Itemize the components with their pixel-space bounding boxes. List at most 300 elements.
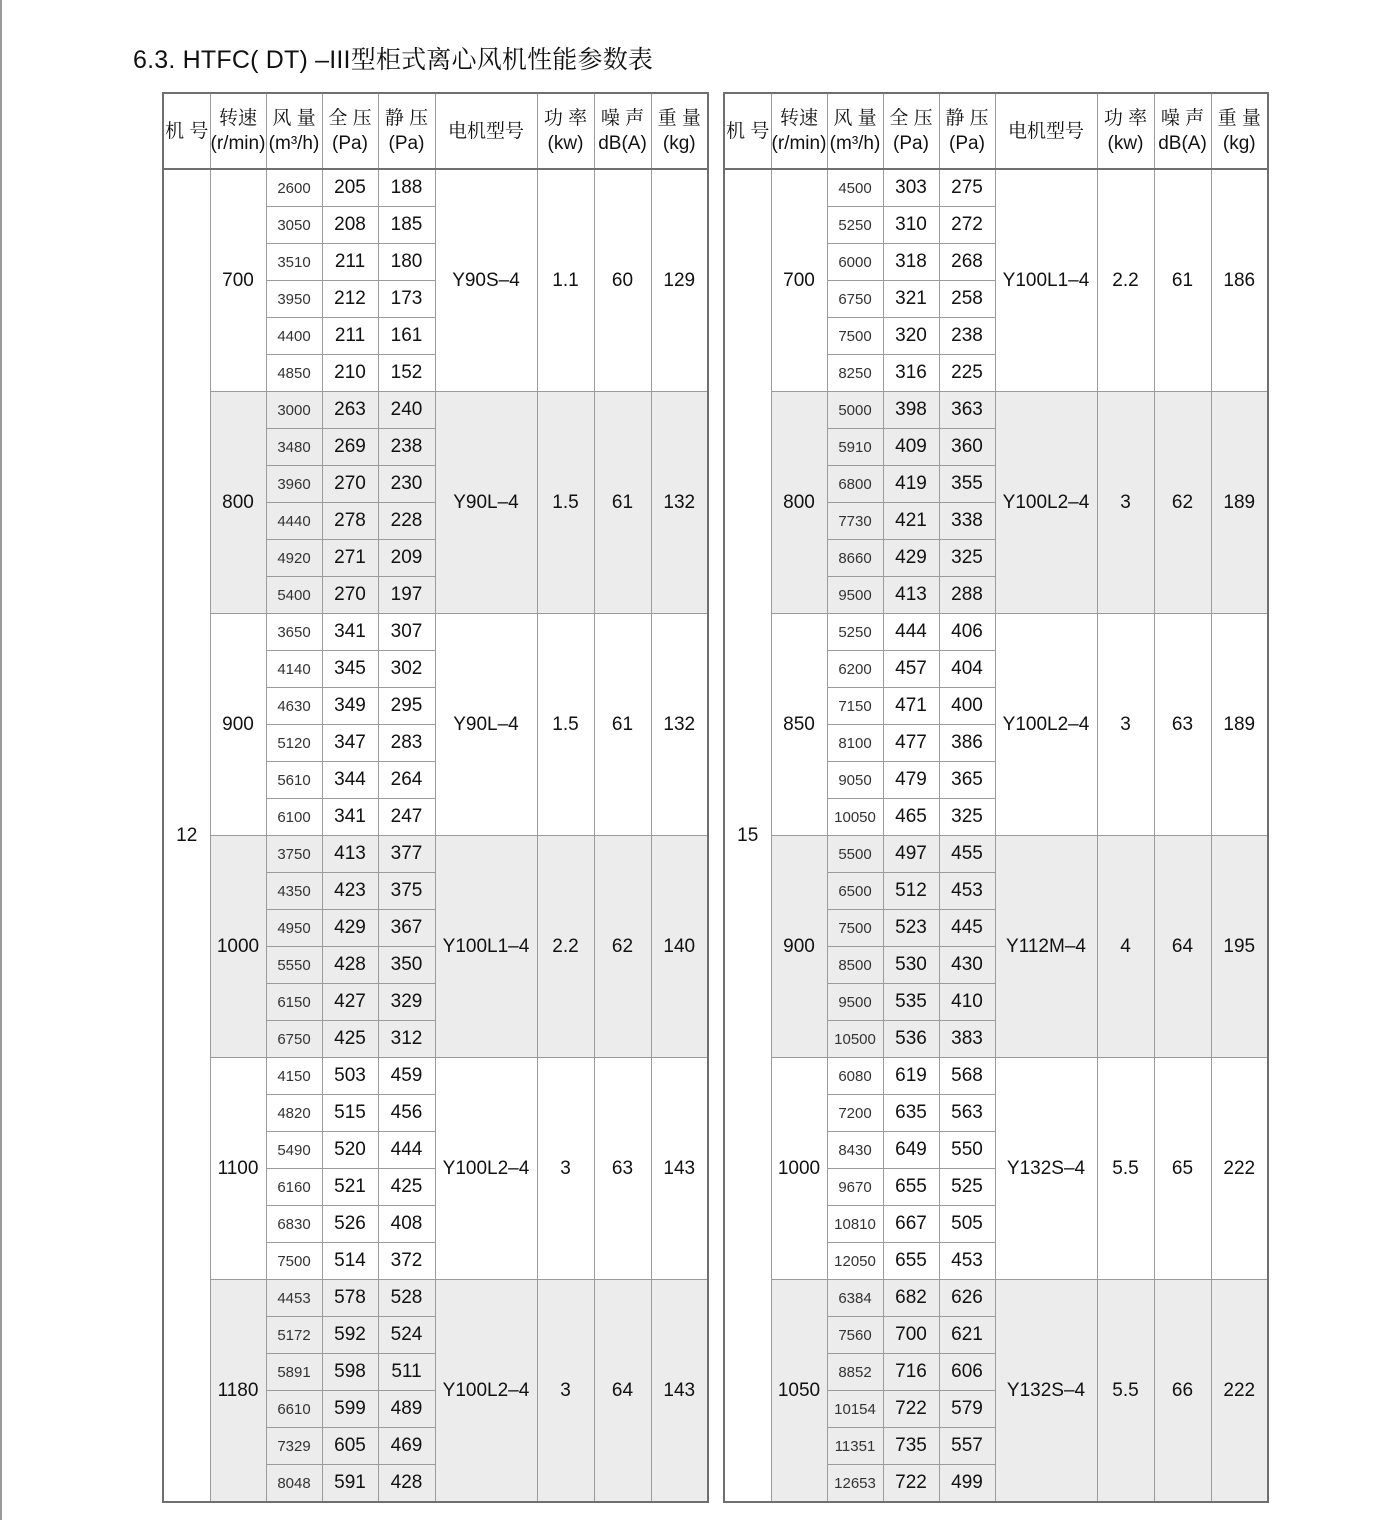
static-pressure-cell: 404	[939, 651, 995, 688]
table-row	[163, 1058, 708, 1095]
total-pressure-cell: 320	[883, 318, 939, 355]
airflow-cell: 9670	[827, 1169, 883, 1206]
static-pressure-cell: 469	[378, 1428, 435, 1465]
performance-table-left	[162, 92, 709, 1503]
col-header-total-pressure: 全 压 (Pa)	[883, 93, 939, 169]
airflow-cell: 6160	[266, 1169, 322, 1206]
total-pressure-cell: 497	[883, 836, 939, 873]
airflow-cell: 3510	[266, 244, 322, 281]
airflow-cell: 8430	[827, 1132, 883, 1169]
total-pressure-cell: 619	[883, 1058, 939, 1095]
performance-table-right	[723, 92, 1269, 1503]
total-pressure-cell: 413	[883, 577, 939, 614]
total-pressure-cell: 667	[883, 1206, 939, 1243]
total-pressure-cell: 465	[883, 799, 939, 836]
col-header-weight: 重 量 (kg)	[1211, 93, 1268, 169]
col-header-static-pressure: 静 压 (Pa)	[378, 93, 435, 169]
weight-cell: 195	[1211, 836, 1268, 1058]
noise-cell: 64	[594, 1280, 651, 1503]
airflow-cell: 5400	[266, 577, 322, 614]
static-pressure-cell: 375	[378, 873, 435, 910]
static-pressure-cell: 240	[378, 392, 435, 429]
total-pressure-cell: 263	[322, 392, 378, 429]
static-pressure-cell: 489	[378, 1391, 435, 1428]
airflow-cell: 4453	[266, 1280, 322, 1317]
total-pressure-cell: 655	[883, 1169, 939, 1206]
total-pressure-cell: 735	[883, 1428, 939, 1465]
total-pressure-cell: 303	[883, 169, 939, 207]
airflow-cell: 4400	[266, 318, 322, 355]
table-row	[724, 169, 1268, 207]
total-pressure-cell: 205	[322, 169, 378, 207]
airflow-cell: 6500	[827, 873, 883, 910]
static-pressure-cell: 455	[939, 836, 995, 873]
airflow-cell: 7150	[827, 688, 883, 725]
table-row	[724, 836, 1268, 873]
airflow-cell: 7500	[827, 910, 883, 947]
static-pressure-cell: 338	[939, 503, 995, 540]
airflow-cell: 12050	[827, 1243, 883, 1280]
total-pressure-cell: 457	[883, 651, 939, 688]
total-pressure-cell: 208	[322, 207, 378, 244]
static-pressure-cell: 406	[939, 614, 995, 651]
total-pressure-cell: 341	[322, 799, 378, 836]
total-pressure-cell: 321	[883, 281, 939, 318]
power-cell: 3	[537, 1058, 594, 1280]
total-pressure-cell: 423	[322, 873, 378, 910]
airflow-cell: 7560	[827, 1317, 883, 1354]
static-pressure-cell: 225	[939, 355, 995, 392]
airflow-cell: 3000	[266, 392, 322, 429]
motor-model-cell: Y90L–4	[435, 614, 537, 836]
motor-model-cell: Y100L2–4	[435, 1280, 537, 1503]
speed-cell: 900	[771, 836, 827, 1058]
airflow-cell: 4140	[266, 651, 322, 688]
static-pressure-cell: 247	[378, 799, 435, 836]
power-cell: 3	[1097, 392, 1154, 614]
total-pressure-cell: 682	[883, 1280, 939, 1317]
motor-model-cell: Y100L1–4	[435, 836, 537, 1058]
airflow-cell: 5500	[827, 836, 883, 873]
airflow-cell: 8660	[827, 540, 883, 577]
airflow-cell: 7730	[827, 503, 883, 540]
airflow-cell: 5120	[266, 725, 322, 762]
airflow-cell: 4350	[266, 873, 322, 910]
speed-cell: 1180	[210, 1280, 266, 1503]
weight-cell: 189	[1211, 614, 1268, 836]
total-pressure-cell: 523	[883, 910, 939, 947]
table-row	[163, 169, 708, 207]
airflow-cell: 7329	[266, 1428, 322, 1465]
static-pressure-cell: 228	[378, 503, 435, 540]
speed-cell: 850	[771, 614, 827, 836]
airflow-cell: 3050	[266, 207, 322, 244]
static-pressure-cell: 383	[939, 1021, 995, 1058]
motor-model-cell: Y100L2–4	[995, 392, 1097, 614]
static-pressure-cell: 288	[939, 577, 995, 614]
static-pressure-cell: 283	[378, 725, 435, 762]
power-cell: 3	[1097, 614, 1154, 836]
table-row	[163, 614, 708, 651]
motor-model-cell: Y100L1–4	[995, 169, 1097, 392]
static-pressure-cell: 329	[378, 984, 435, 1021]
noise-cell: 62	[1154, 392, 1211, 614]
airflow-cell: 4820	[266, 1095, 322, 1132]
total-pressure-cell: 345	[322, 651, 378, 688]
airflow-cell: 10154	[827, 1391, 883, 1428]
col-header-power: 功 率 (kw)	[1097, 93, 1154, 169]
static-pressure-cell: 444	[378, 1132, 435, 1169]
col-header-speed: 转速 (r/min)	[771, 93, 827, 169]
col-header-speed: 转速 (r/min)	[210, 93, 266, 169]
static-pressure-cell: 230	[378, 466, 435, 503]
weight-cell: 143	[651, 1280, 708, 1503]
col-header-airflow: 风 量 (m³/h)	[266, 93, 322, 169]
speed-cell: 700	[210, 169, 266, 392]
static-pressure-cell: 430	[939, 947, 995, 984]
airflow-cell: 6150	[266, 984, 322, 1021]
airflow-cell: 4630	[266, 688, 322, 725]
weight-cell: 129	[651, 169, 708, 392]
table-row	[163, 392, 708, 429]
total-pressure-cell: 526	[322, 1206, 378, 1243]
total-pressure-cell: 427	[322, 984, 378, 1021]
power-cell: 1.5	[537, 614, 594, 836]
total-pressure-cell: 649	[883, 1132, 939, 1169]
total-pressure-cell: 344	[322, 762, 378, 799]
col-header-noise: 噪 声 dB(A)	[1154, 93, 1211, 169]
airflow-cell: 5891	[266, 1354, 322, 1391]
weight-cell: 132	[651, 614, 708, 836]
airflow-cell: 6610	[266, 1391, 322, 1428]
airflow-cell: 8500	[827, 947, 883, 984]
total-pressure-cell: 722	[883, 1465, 939, 1503]
static-pressure-cell: 209	[378, 540, 435, 577]
static-pressure-cell: 325	[939, 799, 995, 836]
total-pressure-cell: 598	[322, 1354, 378, 1391]
airflow-cell: 4150	[266, 1058, 322, 1095]
airflow-cell: 6100	[266, 799, 322, 836]
static-pressure-cell: 264	[378, 762, 435, 799]
airflow-cell: 7200	[827, 1095, 883, 1132]
total-pressure-cell: 512	[883, 873, 939, 910]
motor-model-cell: Y132S–4	[995, 1058, 1097, 1280]
col-header-motor-model: 电机型号	[995, 93, 1097, 169]
static-pressure-cell: 550	[939, 1132, 995, 1169]
weight-cell: 222	[1211, 1280, 1268, 1503]
col-header-machine-no: 机 号	[163, 93, 210, 169]
table-row	[163, 836, 708, 873]
total-pressure-cell: 349	[322, 688, 378, 725]
static-pressure-cell: 410	[939, 984, 995, 1021]
airflow-cell: 3480	[266, 429, 322, 466]
col-header-noise: 噪 声 dB(A)	[594, 93, 651, 169]
static-pressure-cell: 360	[939, 429, 995, 466]
col-header-power: 功 率 (kw)	[537, 93, 594, 169]
power-cell: 1.1	[537, 169, 594, 392]
static-pressure-cell: 386	[939, 725, 995, 762]
airflow-cell: 5250	[827, 207, 883, 244]
total-pressure-cell: 269	[322, 429, 378, 466]
static-pressure-cell: 428	[378, 1465, 435, 1503]
speed-cell: 700	[771, 169, 827, 392]
airflow-cell: 5000	[827, 392, 883, 429]
airflow-cell: 9500	[827, 577, 883, 614]
total-pressure-cell: 530	[883, 947, 939, 984]
power-cell: 1.5	[537, 392, 594, 614]
airflow-cell: 4500	[827, 169, 883, 207]
noise-cell: 61	[1154, 169, 1211, 392]
static-pressure-cell: 400	[939, 688, 995, 725]
page-title: 6.3. HTFC( DT) –III型柜式离心风机性能参数表	[133, 46, 654, 74]
power-cell: 2.2	[537, 836, 594, 1058]
total-pressure-cell: 421	[883, 503, 939, 540]
static-pressure-cell: 350	[378, 947, 435, 984]
table-header-row	[163, 93, 708, 169]
total-pressure-cell: 521	[322, 1169, 378, 1206]
total-pressure-cell: 211	[322, 318, 378, 355]
total-pressure-cell: 310	[883, 207, 939, 244]
speed-cell: 1000	[210, 836, 266, 1058]
noise-cell: 66	[1154, 1280, 1211, 1503]
noise-cell: 61	[594, 614, 651, 836]
total-pressure-cell: 520	[322, 1132, 378, 1169]
total-pressure-cell: 578	[322, 1280, 378, 1317]
total-pressure-cell: 471	[883, 688, 939, 725]
table-row	[724, 614, 1268, 651]
total-pressure-cell: 591	[322, 1465, 378, 1503]
airflow-cell: 4850	[266, 355, 322, 392]
static-pressure-cell: 621	[939, 1317, 995, 1354]
total-pressure-cell: 592	[322, 1317, 378, 1354]
total-pressure-cell: 398	[883, 392, 939, 429]
static-pressure-cell: 372	[378, 1243, 435, 1280]
static-pressure-cell: 557	[939, 1428, 995, 1465]
speed-cell: 1100	[210, 1058, 266, 1280]
total-pressure-cell: 409	[883, 429, 939, 466]
col-header-weight: 重 量 (kg)	[651, 93, 708, 169]
total-pressure-cell: 535	[883, 984, 939, 1021]
total-pressure-cell: 716	[883, 1354, 939, 1391]
airflow-cell: 6830	[266, 1206, 322, 1243]
motor-model-cell: Y90L–4	[435, 392, 537, 614]
total-pressure-cell: 425	[322, 1021, 378, 1058]
static-pressure-cell: 161	[378, 318, 435, 355]
static-pressure-cell: 173	[378, 281, 435, 318]
total-pressure-cell: 700	[883, 1317, 939, 1354]
static-pressure-cell: 197	[378, 577, 435, 614]
static-pressure-cell: 505	[939, 1206, 995, 1243]
static-pressure-cell: 325	[939, 540, 995, 577]
static-pressure-cell: 367	[378, 910, 435, 947]
speed-cell: 800	[210, 392, 266, 614]
static-pressure-cell: 152	[378, 355, 435, 392]
airflow-cell: 5550	[266, 947, 322, 984]
airflow-cell: 7500	[266, 1243, 322, 1280]
total-pressure-cell: 515	[322, 1095, 378, 1132]
airflow-cell: 3960	[266, 466, 322, 503]
airflow-cell: 8048	[266, 1465, 322, 1503]
static-pressure-cell: 525	[939, 1169, 995, 1206]
airflow-cell: 6080	[827, 1058, 883, 1095]
total-pressure-cell: 419	[883, 466, 939, 503]
table-row	[163, 1280, 708, 1317]
noise-cell: 60	[594, 169, 651, 392]
airflow-cell: 5490	[266, 1132, 322, 1169]
motor-model-cell: Y100L2–4	[435, 1058, 537, 1280]
weight-cell: 186	[1211, 169, 1268, 392]
page-left-border	[0, 0, 2, 1520]
col-header-airflow: 风 量 (m³/h)	[827, 93, 883, 169]
speed-cell: 900	[210, 614, 266, 836]
total-pressure-cell: 655	[883, 1243, 939, 1280]
total-pressure-cell: 347	[322, 725, 378, 762]
airflow-cell: 10500	[827, 1021, 883, 1058]
static-pressure-cell: 606	[939, 1354, 995, 1391]
airflow-cell: 5172	[266, 1317, 322, 1354]
noise-cell: 65	[1154, 1058, 1211, 1280]
col-header-motor-model: 电机型号	[435, 93, 537, 169]
table-row	[724, 1280, 1268, 1317]
airflow-cell: 7500	[827, 318, 883, 355]
total-pressure-cell: 429	[883, 540, 939, 577]
speed-cell: 1050	[771, 1280, 827, 1503]
static-pressure-cell: 185	[378, 207, 435, 244]
total-pressure-cell: 514	[322, 1243, 378, 1280]
airflow-cell: 6750	[827, 281, 883, 318]
speed-cell: 1000	[771, 1058, 827, 1280]
total-pressure-cell: 428	[322, 947, 378, 984]
weight-cell: 140	[651, 836, 708, 1058]
static-pressure-cell: 408	[378, 1206, 435, 1243]
airflow-cell: 6384	[827, 1280, 883, 1317]
static-pressure-cell: 425	[378, 1169, 435, 1206]
weight-cell: 222	[1211, 1058, 1268, 1280]
noise-cell: 63	[1154, 614, 1211, 836]
total-pressure-cell: 341	[322, 614, 378, 651]
static-pressure-cell: 295	[378, 688, 435, 725]
col-header-total-pressure: 全 压 (Pa)	[322, 93, 378, 169]
total-pressure-cell: 503	[322, 1058, 378, 1095]
noise-cell: 61	[594, 392, 651, 614]
static-pressure-cell: 456	[378, 1095, 435, 1132]
motor-model-cell: Y112M–4	[995, 836, 1097, 1058]
static-pressure-cell: 528	[378, 1280, 435, 1317]
airflow-cell: 6750	[266, 1021, 322, 1058]
static-pressure-cell: 238	[378, 429, 435, 466]
total-pressure-cell: 599	[322, 1391, 378, 1428]
power-cell: 5.5	[1097, 1280, 1154, 1503]
static-pressure-cell: 568	[939, 1058, 995, 1095]
noise-cell: 62	[594, 836, 651, 1058]
static-pressure-cell: 355	[939, 466, 995, 503]
total-pressure-cell: 278	[322, 503, 378, 540]
power-cell: 2.2	[1097, 169, 1154, 392]
col-header-static-pressure: 静 压 (Pa)	[939, 93, 995, 169]
power-cell: 3	[537, 1280, 594, 1503]
static-pressure-cell: 499	[939, 1465, 995, 1503]
static-pressure-cell: 188	[378, 169, 435, 207]
static-pressure-cell: 363	[939, 392, 995, 429]
table-header-row	[724, 93, 1268, 169]
weight-cell: 132	[651, 392, 708, 614]
airflow-cell: 5610	[266, 762, 322, 799]
static-pressure-cell: 453	[939, 1243, 995, 1280]
machine-no-cell: 15	[724, 169, 771, 1502]
total-pressure-cell: 722	[883, 1391, 939, 1428]
static-pressure-cell: 579	[939, 1391, 995, 1428]
total-pressure-cell: 429	[322, 910, 378, 947]
motor-model-cell: Y90S–4	[435, 169, 537, 392]
col-header-machine-no: 机 号	[724, 93, 771, 169]
airflow-cell: 8852	[827, 1354, 883, 1391]
static-pressure-cell: 312	[378, 1021, 435, 1058]
static-pressure-cell: 268	[939, 244, 995, 281]
static-pressure-cell: 459	[378, 1058, 435, 1095]
airflow-cell: 8250	[827, 355, 883, 392]
total-pressure-cell: 316	[883, 355, 939, 392]
total-pressure-cell: 477	[883, 725, 939, 762]
total-pressure-cell: 270	[322, 466, 378, 503]
total-pressure-cell: 444	[883, 614, 939, 651]
static-pressure-cell: 272	[939, 207, 995, 244]
power-cell: 5.5	[1097, 1058, 1154, 1280]
airflow-cell: 6000	[827, 244, 883, 281]
static-pressure-cell: 180	[378, 244, 435, 281]
airflow-cell: 10810	[827, 1206, 883, 1243]
weight-cell: 189	[1211, 392, 1268, 614]
airflow-cell: 9050	[827, 762, 883, 799]
total-pressure-cell: 605	[322, 1428, 378, 1465]
static-pressure-cell: 524	[378, 1317, 435, 1354]
static-pressure-cell: 563	[939, 1095, 995, 1132]
total-pressure-cell: 210	[322, 355, 378, 392]
airflow-cell: 5910	[827, 429, 883, 466]
airflow-cell: 12653	[827, 1465, 883, 1503]
airflow-cell: 10050	[827, 799, 883, 836]
total-pressure-cell: 635	[883, 1095, 939, 1132]
airflow-cell: 6200	[827, 651, 883, 688]
noise-cell: 63	[594, 1058, 651, 1280]
airflow-cell: 4440	[266, 503, 322, 540]
airflow-cell: 11351	[827, 1428, 883, 1465]
total-pressure-cell: 413	[322, 836, 378, 873]
static-pressure-cell: 307	[378, 614, 435, 651]
weight-cell: 143	[651, 1058, 708, 1280]
power-cell: 4	[1097, 836, 1154, 1058]
total-pressure-cell: 211	[322, 244, 378, 281]
airflow-cell: 2600	[266, 169, 322, 207]
static-pressure-cell: 377	[378, 836, 435, 873]
speed-cell: 800	[771, 392, 827, 614]
static-pressure-cell: 453	[939, 873, 995, 910]
airflow-cell: 3750	[266, 836, 322, 873]
total-pressure-cell: 318	[883, 244, 939, 281]
static-pressure-cell: 626	[939, 1280, 995, 1317]
static-pressure-cell: 511	[378, 1354, 435, 1391]
static-pressure-cell: 302	[378, 651, 435, 688]
airflow-cell: 4920	[266, 540, 322, 577]
total-pressure-cell: 270	[322, 577, 378, 614]
table-row	[724, 392, 1268, 429]
static-pressure-cell: 258	[939, 281, 995, 318]
airflow-cell: 4950	[266, 910, 322, 947]
static-pressure-cell: 275	[939, 169, 995, 207]
table-row	[724, 1058, 1268, 1095]
static-pressure-cell: 445	[939, 910, 995, 947]
machine-no-cell: 12	[163, 169, 210, 1502]
noise-cell: 64	[1154, 836, 1211, 1058]
